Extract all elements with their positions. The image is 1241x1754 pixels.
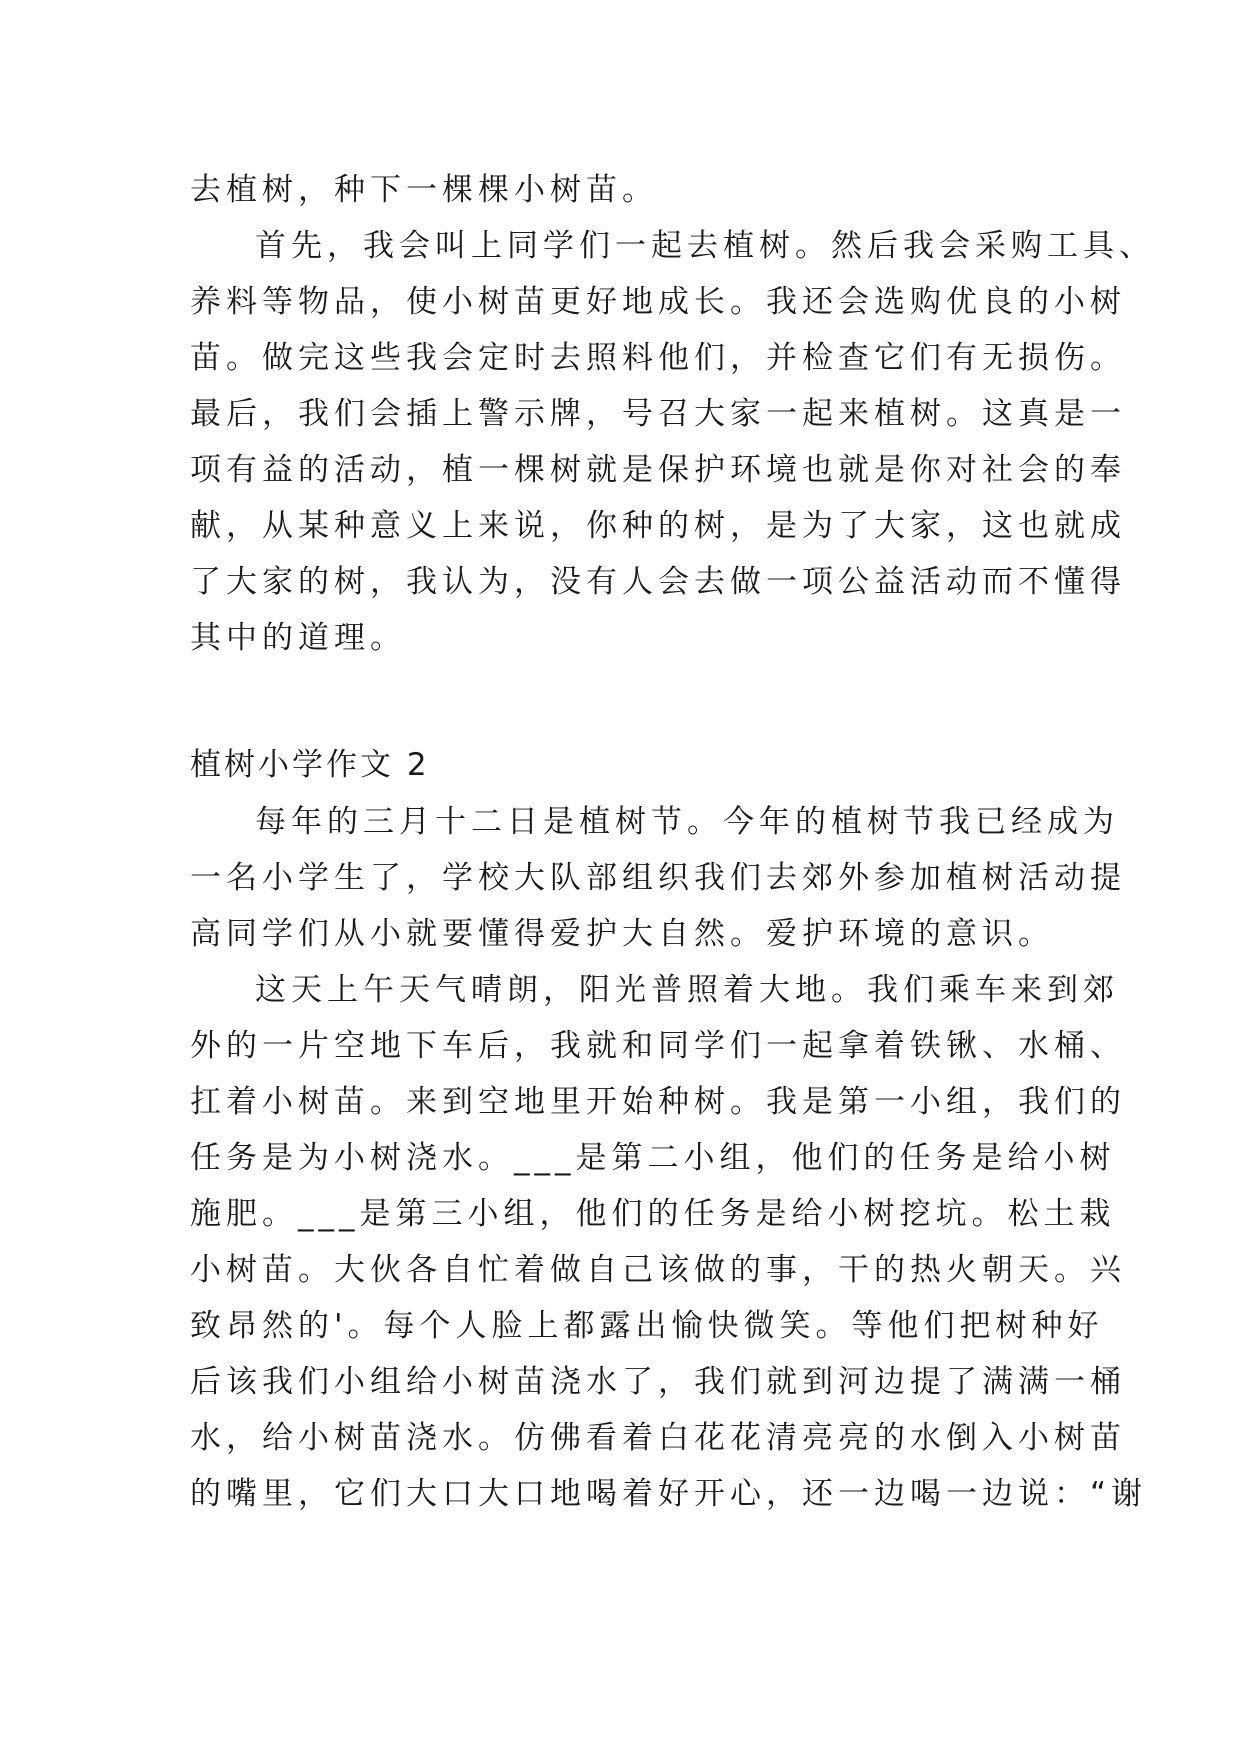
paragraph-line: 养料等物品，使小树苗更好地成长。我还会选购优良的小树	[190, 284, 1126, 320]
paragraph-line: 去植树，种下一棵棵小树苗。	[190, 172, 658, 208]
paragraph-line: 扛着小树苗。来到空地里开始种树。我是第一小组，我们的	[190, 1084, 1126, 1120]
paragraph-line: 每年的三月十二日是植树节。今年的植树节我已经成为	[255, 804, 1119, 840]
paragraph-line: 最后，我们会插上警示牌，号召大家一起来植树。这真是一	[190, 396, 1126, 432]
paragraph-line: 一名小学生了，学校大队部组织我们去郊外参加植树活动提	[190, 860, 1126, 896]
paragraph-line: 苗。做完这些我会定时去照料他们，并检查它们有无损伤。	[190, 340, 1126, 376]
paragraph-line: 外的一片空地下车后，我就和同学们一起拿着铁锹、水桶、	[190, 1028, 1126, 1064]
paragraph-line: 献，从某种意义上来说，你种的树，是为了大家，这也就成	[190, 508, 1126, 544]
paragraph-line: 的嘴里，它们大口大口地喝着好开心，还一边喝一边说：“谢	[190, 1476, 1148, 1512]
paragraph-line: 首先，我会叫上同学们一起去植树。然后我会采购工具、	[255, 228, 1155, 264]
paragraph-line: 后该我们小组给小树苗浇水了，我们就到河边提了满满一桶	[190, 1364, 1126, 1400]
paragraph-line: 致昂然的'。每个人脸上都露出愉快微笑。等他们把树种好	[190, 1308, 1104, 1344]
section-heading: 植树小学作文 2	[190, 747, 430, 783]
paragraph-line: 施肥。___是第三小组，他们的任务是给小树挖坑。松土栽	[190, 1196, 1116, 1232]
paragraph-line: 小树苗。大伙各自忙着做自己该做的事，干的热火朝天。兴	[190, 1252, 1126, 1288]
paragraph-line: 这天上午天气晴朗，阳光普照着大地。我们乘车来到郊	[255, 972, 1119, 1008]
paragraph-line: 项有益的活动，植一棵树就是保护环境也就是你对社会的奉	[190, 452, 1126, 488]
paragraph-line: 任务是为小树浇水。___是第二小组，他们的任务是给小树	[190, 1140, 1116, 1176]
paragraph-line: 高同学们从小就要懂得爱护大自然。爱护环境的意识。	[190, 916, 1054, 952]
paragraph-line: 其中的道理。	[190, 620, 406, 656]
paragraph-line: 水，给小树苗浇水。仿佛看着白花花清亮亮的水倒入小树苗	[190, 1420, 1126, 1456]
paragraph-line: 了大家的树，我认为，没有人会去做一项公益活动而不懂得	[190, 564, 1126, 600]
